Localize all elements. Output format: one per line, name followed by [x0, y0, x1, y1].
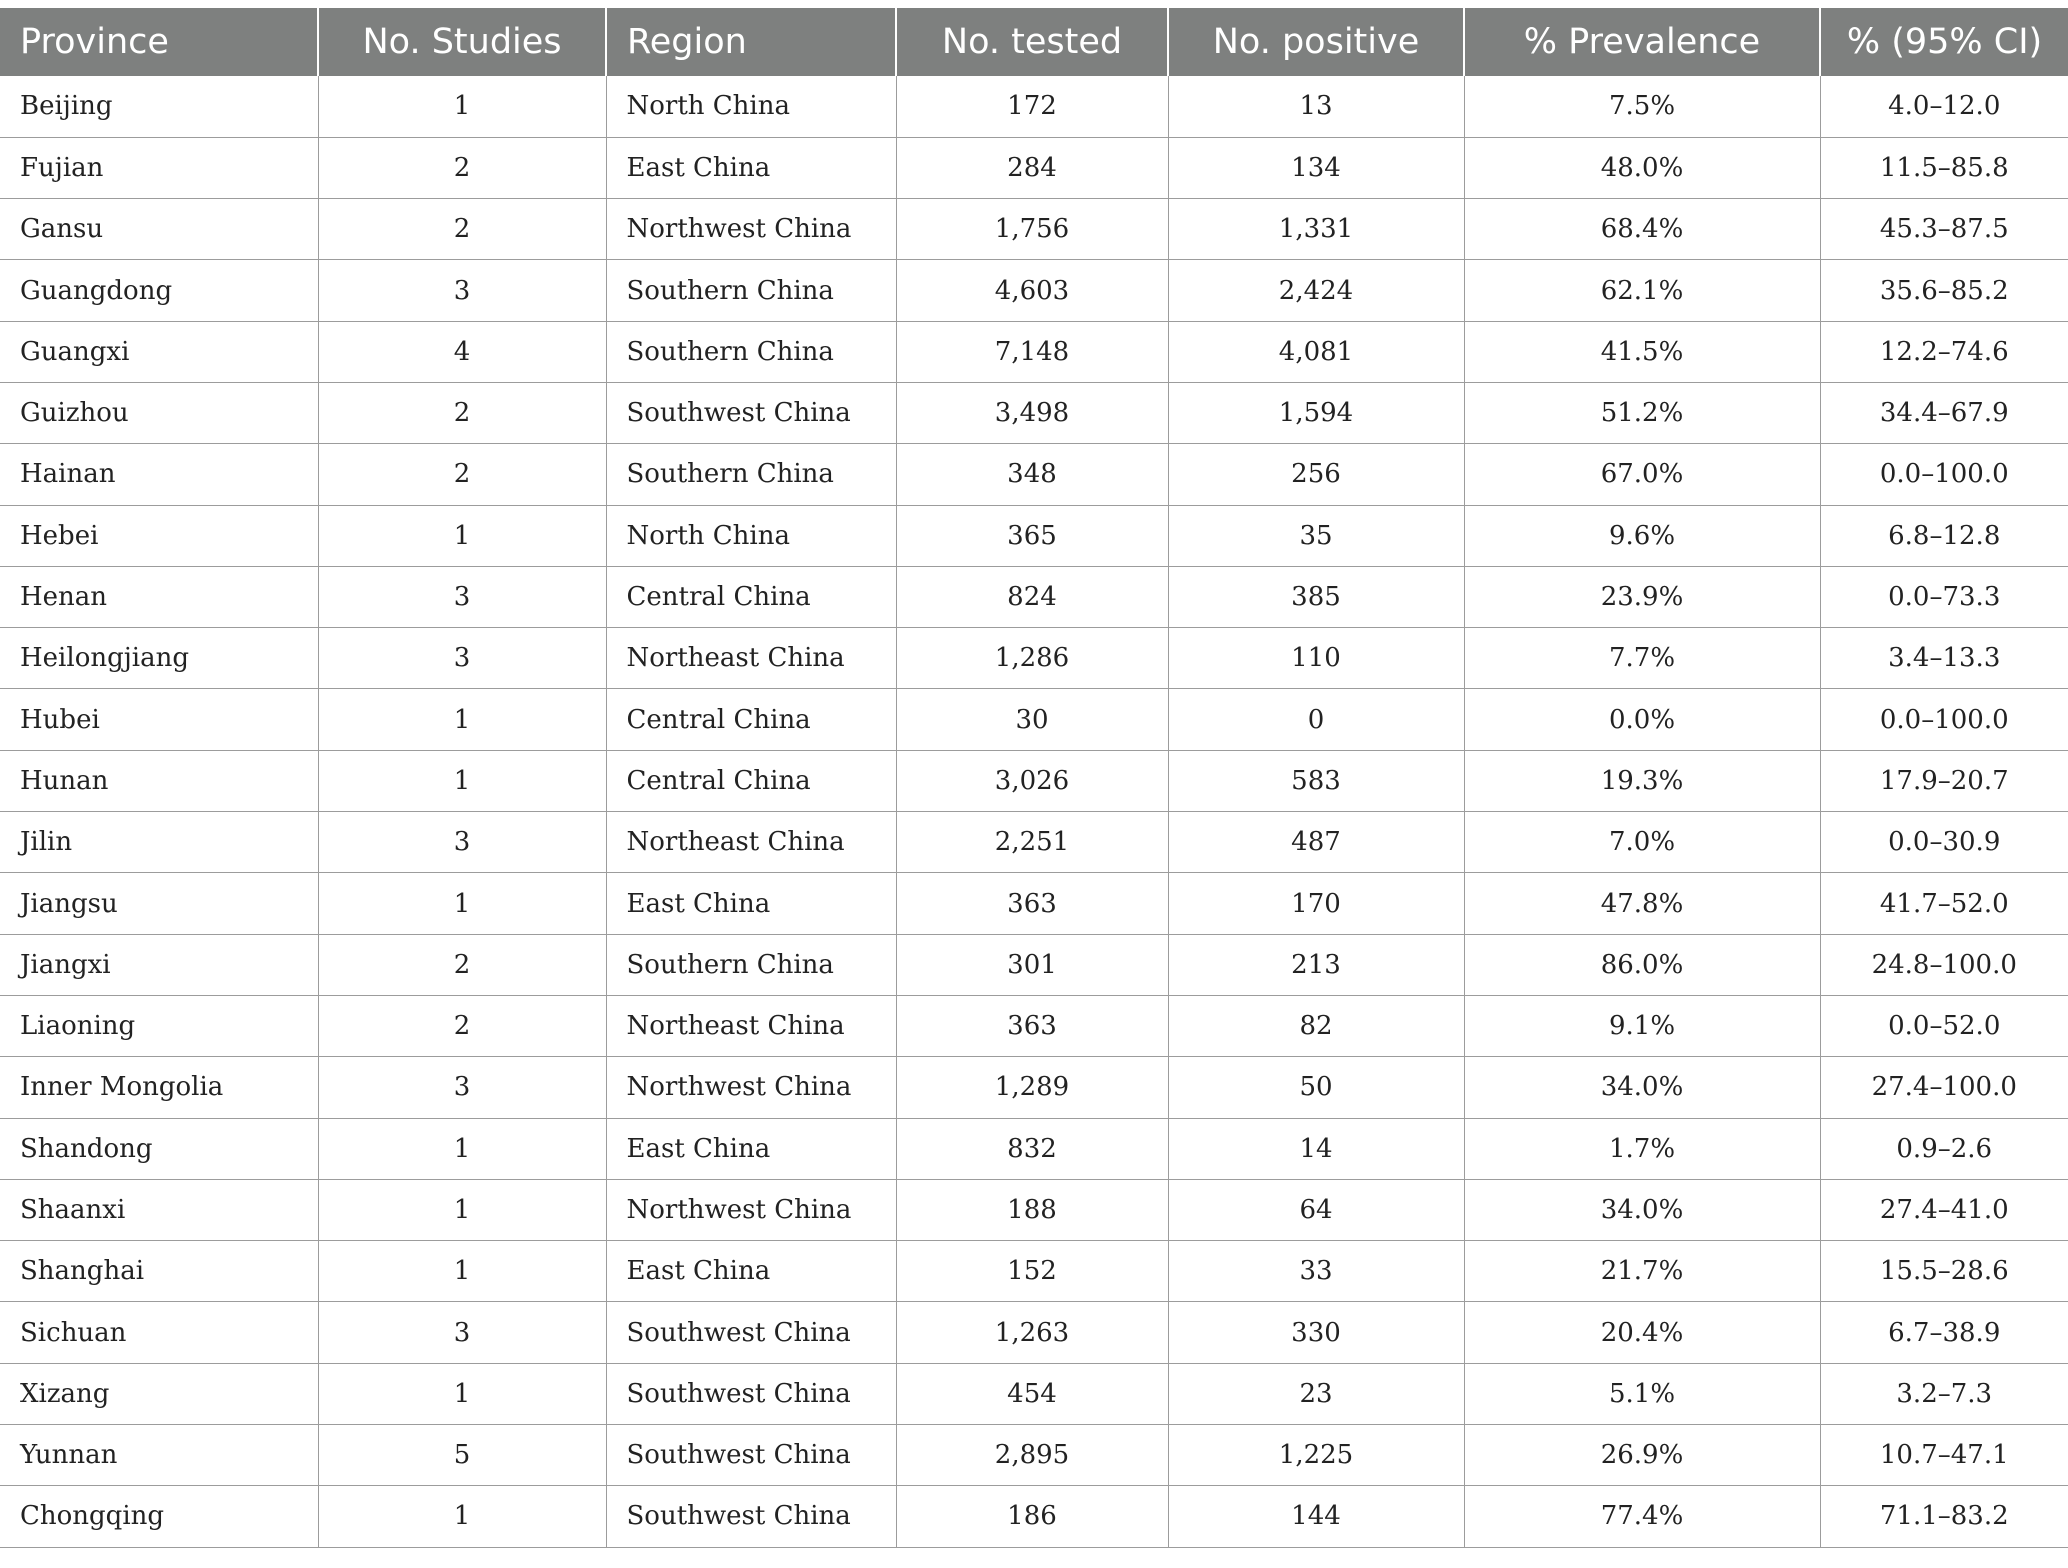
cell-province: Jilin [0, 812, 318, 873]
cell-prevalence: 5.1% [1464, 1363, 1820, 1424]
cell-no-studies: 2 [318, 444, 606, 505]
cell-prevalence: 34.0% [1464, 1179, 1820, 1240]
cell-ci: 11.5–85.8 [1820, 137, 2068, 198]
cell-prevalence: 68.4% [1464, 199, 1820, 260]
cell-ci: 6.7–38.9 [1820, 1302, 2068, 1363]
cell-no-tested: 3,498 [896, 382, 1168, 443]
cell-region: East China [606, 1118, 896, 1179]
table-row [0, 1179, 2068, 1240]
cell-no-positive: 35 [1168, 505, 1464, 566]
cell-no-studies: 2 [318, 382, 606, 443]
cell-region: Southwest China [606, 1302, 896, 1363]
cell-region: Southwest China [606, 382, 896, 443]
table-row [0, 382, 2068, 443]
cell-no-positive: 4,081 [1168, 321, 1464, 382]
table-body [0, 76, 2068, 1547]
cell-province: Fujian [0, 137, 318, 198]
cell-ci: 0.9–2.6 [1820, 1118, 2068, 1179]
cell-province: Chongqing [0, 1486, 318, 1547]
cell-region: Northeast China [606, 995, 896, 1056]
cell-province: Yunnan [0, 1425, 318, 1486]
cell-ci: 3.4–13.3 [1820, 628, 2068, 689]
header-province: Province [20, 22, 169, 62]
cell-ci: 6.8–12.8 [1820, 505, 2068, 566]
cell-no-positive: 1,331 [1168, 199, 1464, 260]
cell-ci: 17.9–20.7 [1820, 750, 2068, 811]
header-no-studies: No. Studies [318, 8, 606, 76]
cell-prevalence: 67.0% [1464, 444, 1820, 505]
cell-province: Hubei [0, 689, 318, 750]
cell-ci: 0.0–100.0 [1820, 689, 2068, 750]
cell-ci: 0.0–30.9 [1820, 812, 2068, 873]
cell-no-studies: 1 [318, 750, 606, 811]
cell-no-studies: 2 [318, 995, 606, 1056]
cell-no-positive: 13 [1168, 76, 1464, 137]
cell-province: Inner Mongolia [0, 1057, 318, 1118]
cell-region: Northeast China [606, 628, 896, 689]
header-region: Region [606, 8, 896, 76]
cell-no-positive: 14 [1168, 1118, 1464, 1179]
cell-no-tested: 1,263 [896, 1302, 1168, 1363]
cell-prevalence: 9.1% [1464, 995, 1820, 1056]
prevalence-table-container [0, 8, 2068, 1548]
cell-ci: 41.7–52.0 [1820, 873, 2068, 934]
cell-no-positive: 385 [1168, 566, 1464, 627]
cell-region: Southern China [606, 321, 896, 382]
cell-province: Jiangsu [0, 873, 318, 934]
cell-no-positive: 213 [1168, 934, 1464, 995]
cell-province: Sichuan [0, 1302, 318, 1363]
cell-no-tested: 3,026 [896, 750, 1168, 811]
cell-ci: 27.4–100.0 [1820, 1057, 2068, 1118]
table-row [0, 628, 2068, 689]
table-row [0, 260, 2068, 321]
cell-no-studies: 4 [318, 321, 606, 382]
header-row [0, 8, 2068, 76]
cell-province: Guangdong [0, 260, 318, 321]
cell-prevalence: 21.7% [1464, 1241, 1820, 1302]
table-row [0, 1302, 2068, 1363]
table-row [0, 750, 2068, 811]
header-ci: % (95% CI) [1820, 8, 2068, 76]
cell-region: Southern China [606, 444, 896, 505]
cell-region: Northwest China [606, 199, 896, 260]
cell-no-positive: 330 [1168, 1302, 1464, 1363]
cell-region: Central China [606, 689, 896, 750]
cell-province: Hainan [0, 444, 318, 505]
cell-no-positive: 256 [1168, 444, 1464, 505]
cell-no-tested: 4,603 [896, 260, 1168, 321]
table-row [0, 1425, 2068, 1486]
cell-ci: 0.0–52.0 [1820, 995, 2068, 1056]
table-row [0, 689, 2068, 750]
cell-prevalence: 34.0% [1464, 1057, 1820, 1118]
cell-ci: 35.6–85.2 [1820, 260, 2068, 321]
cell-no-positive: 82 [1168, 995, 1464, 1056]
cell-no-tested: 188 [896, 1179, 1168, 1240]
cell-prevalence: 7.5% [1464, 76, 1820, 137]
cell-no-studies: 3 [318, 1302, 606, 1363]
cell-no-studies: 5 [318, 1425, 606, 1486]
cell-no-positive: 583 [1168, 750, 1464, 811]
cell-province: Jiangxi [0, 934, 318, 995]
cell-prevalence: 48.0% [1464, 137, 1820, 198]
table-row [0, 873, 2068, 934]
cell-region: East China [606, 873, 896, 934]
cell-prevalence: 26.9% [1464, 1425, 1820, 1486]
cell-province: Guangxi [0, 321, 318, 382]
cell-no-tested: 1,756 [896, 199, 1168, 260]
cell-no-tested: 348 [896, 444, 1168, 505]
table-row [0, 1057, 2068, 1118]
cell-no-studies: 3 [318, 812, 606, 873]
cell-no-studies: 1 [318, 1179, 606, 1240]
cell-no-tested: 824 [896, 566, 1168, 627]
cell-region: Southern China [606, 260, 896, 321]
cell-prevalence: 19.3% [1464, 750, 1820, 811]
cell-no-positive: 170 [1168, 873, 1464, 934]
cell-no-tested: 186 [896, 1486, 1168, 1547]
cell-no-tested: 152 [896, 1241, 1168, 1302]
cell-region: Southern China [606, 934, 896, 995]
cell-no-tested: 301 [896, 934, 1168, 995]
table-row [0, 321, 2068, 382]
cell-no-studies: 1 [318, 76, 606, 137]
cell-region: Southwest China [606, 1486, 896, 1547]
cell-province: Beijing [0, 76, 318, 137]
cell-province: Hebei [0, 505, 318, 566]
cell-no-positive: 487 [1168, 812, 1464, 873]
cell-no-tested: 365 [896, 505, 1168, 566]
cell-no-studies: 1 [318, 1363, 606, 1424]
cell-prevalence: 7.0% [1464, 812, 1820, 873]
cell-ci: 34.4–67.9 [1820, 382, 2068, 443]
cell-prevalence: 7.7% [1464, 628, 1820, 689]
cell-ci: 0.0–100.0 [1820, 444, 2068, 505]
cell-ci: 0.0–73.3 [1820, 566, 2068, 627]
cell-no-positive: 110 [1168, 628, 1464, 689]
cell-ci: 12.2–74.6 [1820, 321, 2068, 382]
cell-region: North China [606, 505, 896, 566]
cell-ci: 15.5–28.6 [1820, 1241, 2068, 1302]
cell-prevalence: 0.0% [1464, 689, 1820, 750]
cell-prevalence: 9.6% [1464, 505, 1820, 566]
prevalence-table [0, 8, 2068, 1548]
cell-prevalence: 51.2% [1464, 382, 1820, 443]
cell-no-tested: 454 [896, 1363, 1168, 1424]
cell-province: Shandong [0, 1118, 318, 1179]
cell-no-tested: 832 [896, 1118, 1168, 1179]
cell-ci: 3.2–7.3 [1820, 1363, 2068, 1424]
table-row [0, 934, 2068, 995]
cell-region: Southwest China [606, 1425, 896, 1486]
cell-ci: 27.4–41.0 [1820, 1179, 2068, 1240]
cell-province: Heilongjiang [0, 628, 318, 689]
cell-region: East China [606, 137, 896, 198]
cell-region: Central China [606, 566, 896, 627]
header-no-positive: No. positive [1168, 8, 1464, 76]
table-row [0, 995, 2068, 1056]
cell-no-studies: 1 [318, 689, 606, 750]
cell-province: Shaanxi [0, 1179, 318, 1240]
table-row [0, 137, 2068, 198]
cell-no-tested: 172 [896, 76, 1168, 137]
cell-province: Hunan [0, 750, 318, 811]
cell-prevalence: 77.4% [1464, 1486, 1820, 1547]
cell-no-positive: 50 [1168, 1057, 1464, 1118]
cell-region: North China [606, 76, 896, 137]
table-row [0, 1486, 2068, 1547]
cell-region: Northwest China [606, 1179, 896, 1240]
cell-no-tested: 30 [896, 689, 1168, 750]
table-row [0, 1241, 2068, 1302]
cell-no-studies: 3 [318, 628, 606, 689]
cell-ci: 71.1–83.2 [1820, 1486, 2068, 1547]
cell-no-positive: 144 [1168, 1486, 1464, 1547]
cell-no-tested: 1,286 [896, 628, 1168, 689]
cell-prevalence: 41.5% [1464, 321, 1820, 382]
cell-no-tested: 284 [896, 137, 1168, 198]
cell-no-positive: 0 [1168, 689, 1464, 750]
header-prevalence: % Prevalence [1464, 8, 1820, 76]
cell-no-positive: 2,424 [1168, 260, 1464, 321]
cell-region: East China [606, 1241, 896, 1302]
cell-province: Guizhou [0, 382, 318, 443]
cell-no-studies: 1 [318, 1241, 606, 1302]
cell-region: Northeast China [606, 812, 896, 873]
cell-no-tested: 2,251 [896, 812, 1168, 873]
cell-no-tested: 363 [896, 873, 1168, 934]
cell-province: Gansu [0, 199, 318, 260]
cell-no-studies: 3 [318, 260, 606, 321]
header-no-tested: No. tested [896, 8, 1168, 76]
cell-province: Shanghai [0, 1241, 318, 1302]
cell-prevalence: 62.1% [1464, 260, 1820, 321]
cell-no-studies: 1 [318, 505, 606, 566]
cell-prevalence: 86.0% [1464, 934, 1820, 995]
cell-ci: 10.7–47.1 [1820, 1425, 2068, 1486]
table-row [0, 444, 2068, 505]
table-row [0, 505, 2068, 566]
table-row [0, 812, 2068, 873]
cell-no-positive: 33 [1168, 1241, 1464, 1302]
cell-prevalence: 47.8% [1464, 873, 1820, 934]
cell-no-studies: 2 [318, 934, 606, 995]
table-row [0, 199, 2068, 260]
cell-prevalence: 23.9% [1464, 566, 1820, 627]
cell-ci: 45.3–87.5 [1820, 199, 2068, 260]
cell-no-studies: 3 [318, 1057, 606, 1118]
cell-no-studies: 1 [318, 873, 606, 934]
cell-province: Henan [0, 566, 318, 627]
table-row [0, 1363, 2068, 1424]
table-row [0, 1118, 2068, 1179]
cell-no-studies: 1 [318, 1486, 606, 1547]
cell-no-tested: 7,148 [896, 321, 1168, 382]
cell-ci: 24.8–100.0 [1820, 934, 2068, 995]
cell-province: Xizang [0, 1363, 318, 1424]
table-row [0, 566, 2068, 627]
cell-province: Liaoning [0, 995, 318, 1056]
cell-no-positive: 1,594 [1168, 382, 1464, 443]
cell-no-studies: 2 [318, 137, 606, 198]
cell-no-tested: 1,289 [896, 1057, 1168, 1118]
cell-region: Northwest China [606, 1057, 896, 1118]
cell-no-tested: 2,895 [896, 1425, 1168, 1486]
cell-prevalence: 1.7% [1464, 1118, 1820, 1179]
cell-no-positive: 64 [1168, 1179, 1464, 1240]
cell-no-positive: 23 [1168, 1363, 1464, 1424]
cell-no-studies: 1 [318, 1118, 606, 1179]
cell-region: Southwest China [606, 1363, 896, 1424]
table-header [0, 8, 2068, 76]
cell-no-tested: 363 [896, 995, 1168, 1056]
cell-no-studies: 2 [318, 199, 606, 260]
cell-no-positive: 134 [1168, 137, 1464, 198]
cell-ci: 4.0–12.0 [1820, 76, 2068, 137]
table-row [0, 76, 2068, 137]
cell-no-positive: 1,225 [1168, 1425, 1464, 1486]
cell-region: Central China [606, 750, 896, 811]
cell-prevalence: 20.4% [1464, 1302, 1820, 1363]
cell-no-studies: 3 [318, 566, 606, 627]
